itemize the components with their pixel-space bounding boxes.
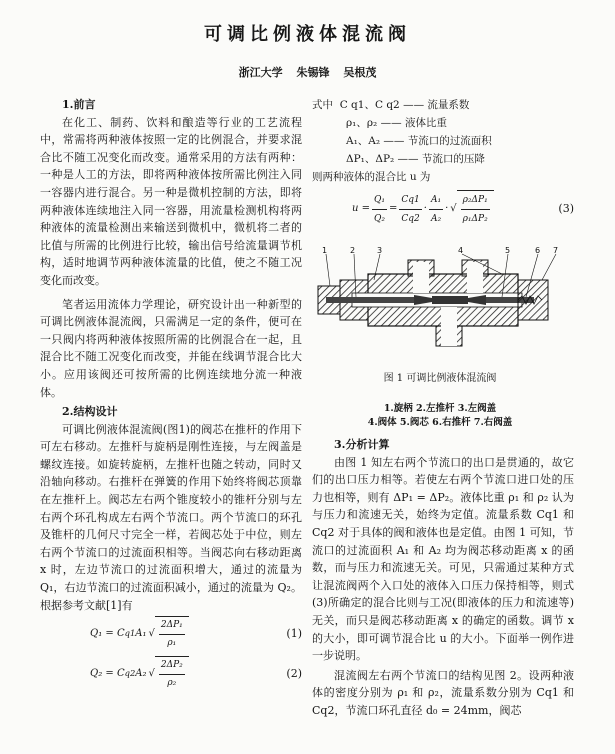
figure-caption: 图 1 可调比例液体混流阀 [383, 373, 497, 384]
eq3-f3d: A₂ [430, 213, 442, 224]
inlet-bore-right [467, 262, 483, 293]
eq1-number: (1) [286, 627, 302, 641]
eq2-number: (2) [286, 667, 302, 681]
equation-2 [40, 654, 302, 694]
equation-1 [40, 614, 302, 654]
inlet-bore-left [413, 262, 429, 293]
eq3-u: u = [352, 203, 370, 214]
def-flow-coeff: C q1、C q2 —— 流量系数 [339, 99, 470, 111]
section-2-paragraph-1: 可调比例液体混流阀(图1)的阀芯在推杆的作用下可左右移动。左推杆与旋柄是刚性连接，与左阀盖是螺纹连接。如旋转旋柄，左推杆也随之转动，同时又沿轴向移动。右推杆在弹簧的作用下始终将阀芯顶靠在左推杆上。阀芯左右两个锥度较小的锥杆分别与左右两个环孔构成左右两个节流口。两个节流口的环孔及锥杆的几何尺寸完全一样，若阀芯处于中位，则左右两个节流口的过流面积相等。当阀芯向右移动距离 x 时，左边节流口的过流面积增大，通过的流量为 Q₁，右边节流口的过流面积减小，通过的流量为 Q₂。根据参考文献[1]有 [40, 422, 302, 612]
part-number-7: 7 [553, 246, 559, 255]
section-3-paragraph-2: 混流阀左右两个节流口的结构见图 2。设两种液体的密度分别为 ρ₁ 和 ρ₂，流量系数分别为 Cq1 和 Cq2，节流口环孔直径 d₀ = 24mm，阀芯 [312, 668, 574, 717]
defs-outro: 则两种液体的混合比 u 为 [312, 171, 431, 183]
eq2-num: 2ΔP₂ [159, 657, 185, 676]
section-1-heading: 1.前言 [62, 98, 96, 111]
section-3-paragraph-1: 由图 1 知左右两个节流口的出口是贯通的，故它们的出口压力相等。若使左右两个节流口进口处的压力也相等，则有 ΔP₁ = ΔP₂。液体比重 ρ₁ 和 ρ₂ 认为与压力和流速无关，始终为定值。流量系数 Cq1 和 Cq2 对于具体的阀和液体也是定值。由图 1 可知，节流口的过流面积 A₁ 和 A₂ 均为阀芯移动距离 x 的函数，而与压力和流速无关。可见，只需通过某种方式让混流阀两个入口处的液体入口压力保持相等，则式(3)所确定的混合比则与工况(即液体的压力和流速等)无关，而只是阀芯移动距离 x 的确定的函数。调节 x 的大小，即可调节混合比 u 的大小。下面举一例作进一步说明。 [312, 455, 574, 663]
part-number-3: 3 [377, 246, 383, 255]
part-number-2: 2 [350, 246, 356, 255]
eq3-f1d: Q₂ [374, 213, 385, 224]
eq2-den: ρ₂ [167, 678, 177, 689]
eq3-f3n: A₁ [429, 191, 443, 210]
defs-intro: 式中 [312, 99, 333, 111]
section-2-heading: 2.结构设计 [62, 405, 118, 419]
right-column-section-3 [312, 436, 574, 720]
eq3-sqrt: √ $\frac{\text{ρ₂ΔP₁}}{\text{ρ₁ΔP₂}}$ [450, 190, 493, 228]
part-number-4: 4 [458, 246, 464, 255]
def-pressure-drop: ΔP₁、ΔP₂ —— 节流口的压降 [346, 153, 485, 165]
outlet-bore [441, 307, 457, 346]
eq1-den: ρ₁ [167, 638, 177, 649]
section-1-paragraph-2: 笔者运用流体力学理论，研究设计出一种新型的可调比例液体混流阀，只需满足一定的条件，便可在一只阀内将两种液体按照所需的比例混合在一起，且混合比不随工况变化而改变，并能在线调节混合比大小。应用该阀还可按所需的比例连续地分流一种液体。 [40, 297, 302, 399]
spool-part [432, 296, 468, 304]
eq2-lhs: Q₂ = C [90, 668, 125, 680]
def-density: ρ₁、ρ₂ —— 液体比重 [346, 117, 447, 129]
eq1-sub: q1 [124, 628, 136, 639]
eq3-f2n: Cq1 [399, 191, 421, 210]
eq1-num: 2ΔP₁ [159, 617, 185, 636]
eq3-f2d: Cq2 [401, 213, 420, 224]
valve-cross-section-figure [312, 246, 567, 356]
eq2-sqrt: √ $\frac{\text{2ΔP₂}}{\text{ρ₂}}$ [148, 656, 188, 693]
eq3-f1n: Q₁ [372, 191, 387, 210]
part-number-5: 5 [505, 246, 511, 255]
figure-legend [305, 402, 575, 430]
eq1-area: A₁ [135, 628, 147, 640]
right-cover-part [518, 280, 548, 320]
eq1-sqrt: √ $\frac{\text{2ΔP₁}}{\text{ρ₁}}$ [148, 616, 188, 653]
part-number-1: 1 [322, 246, 328, 255]
figure-legend-line-2: 4.阀体 5.阀芯 6.右推杆 7.右阀盖 [367, 417, 513, 428]
section-3-heading: 3.分析计算 [334, 438, 390, 451]
right-column-defs [312, 96, 574, 232]
eq3-rd: ρ₁ΔP₂ [462, 214, 488, 224]
eq2-sub: q2 [124, 668, 136, 679]
eq3-number: (3) [558, 202, 574, 215]
section-1-paragraph-1: 在化工、制药、饮料和酿造等行业的工艺流程中，常需将两种液体按照一定的比例混合，并要求混合比不随工况变化而改变。通常采用的方法有两种：一种是人工的方法，即将两种液体按所需比例注入同一容器内进行混合。另一种是微机控制的方法，即将两种液体连续地注入同一容器，用流量检测机构将两种液体的流量检测出来输送到微机中，微机将二者的比值与所需的比例进行比较，输出信号给流量调节机构，适时地调节两种液体流量的比值，使之不随工况变化而改变。 [40, 115, 302, 287]
part-number-6: 6 [535, 246, 541, 255]
eq2-area: A₂ [135, 668, 147, 680]
eq3-rn: ρ₂ΔP₁ [461, 191, 490, 210]
left-column [40, 96, 302, 694]
paper-title: 可调比例液体混流阀 [204, 24, 411, 45]
figure-legend-line-1: 1.旋柄 2.左推杆 3.左阀盖 [383, 403, 497, 414]
equation-3: u = $\frac{\text{Q₁}}{\text{Q₂}}$ = $\frac{Cq1}{Cq2}$ · $\frac{\text{A₁}}{\text{A₂}}$ · √ $\frac{\text{ρ₂ΔP₁}}{\text{ρ₁ΔP₂}}$ (3) [312, 186, 574, 232]
part-numbers [322, 246, 558, 255]
paper-authors: 浙江大学 朱锡锋 吴根茂 [238, 66, 377, 79]
eq1-lhs: Q₁ = C [90, 628, 125, 640]
left-push-rod-part [326, 297, 414, 303]
def-area: A₁、A₂ —— 节流口的过流面积 [346, 135, 492, 147]
